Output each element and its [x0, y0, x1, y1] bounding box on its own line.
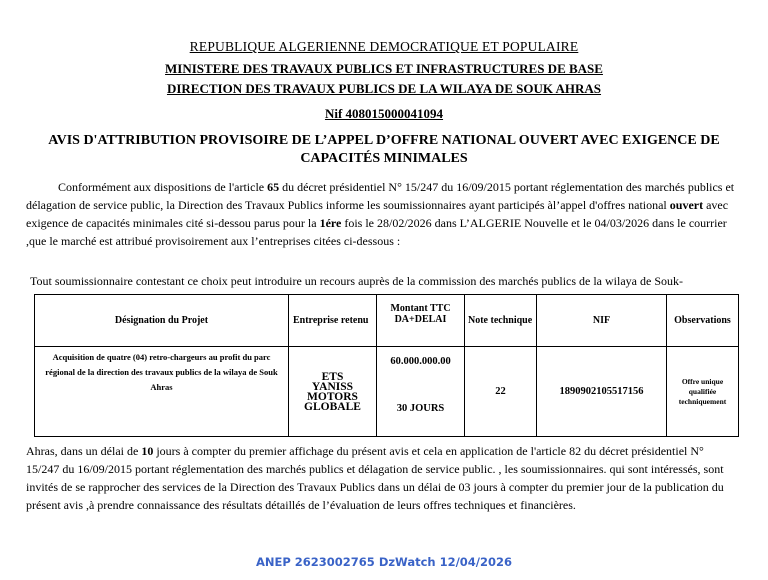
cell-note: 22 — [465, 347, 537, 437]
appeal-paragraph: Tout soumissionnaire contestant ce choix peut introduire un recours auprès de la commission des marchés publics de la wilaya de Souk- — [30, 274, 683, 288]
ministry-header: MINISTERE DES TRAVAUX PUBLICS ET INFRASTRUCTURES DE BASE — [165, 61, 603, 76]
intro-paragraph: Conformément aux dispositions de l'article 65 du décret présidentiel N° 15/247 du 16/09/2015 portant réglementation des marchés publics et délagation de service public, la Direction des Travaux Publics informe les soumissionnaires ayant participés àl’appel d'offres national ouvert avec exigence de capacités minimales cité si-dessou parus pour la 1ére fois le 28/02/2026 dans L’ALGERIE Nouvelle et le 04/03/2026 dans le courrier ,que le marché est attribué provisoirement aux l’entreprises citées ci-dessous : — [26, 180, 735, 248]
cell-observations: Offre unique qualifiée techniquement — [667, 347, 739, 437]
cell-nif: 1890902105517156 — [537, 347, 667, 437]
award-table — [34, 294, 739, 437]
table-header-row — [35, 295, 739, 347]
header-montant: Montant TTC DA+DELAI — [377, 295, 465, 347]
cell-designation: Acquisition de quatre (04) retro-chargeurs au profit du parc régional de la direction des travaux publics de la wilaya de Souk Ahras — [35, 347, 289, 437]
montant-value: 60.000.000.00 — [390, 356, 451, 367]
header-designation: Désignation du Projet — [35, 295, 289, 347]
header-nif: NIF — [537, 295, 667, 347]
nif-header: Nif 408015000041094 — [324, 106, 444, 121]
table-row — [35, 347, 739, 437]
direction-header: DIRECTION DES TRAVAUX PUBLICS DE LA WILAYA DE SOUK AHRAS — [166, 81, 602, 96]
header-entreprise: Entreprise retenu — [289, 295, 377, 347]
deadline-paragraph: Ahras, dans un délai de 10 jours à compter du premier affichage du présent avis et cela en application de l'article 82 du décret présidentiel N° 15/247 du 16/09/2015 portant réglementation des marchés publics et délagation de service public. , les soumissionnaires. qui sont intéressés, sont invités de se rapprocher des services de la Direction des Travaux Publics dans un délai de 03 jours à compter du premier jour de la publication du présent avis ,à prendre connaissance des résultats détaillés de l’évaluation de leurs offres techniques et financières. — [26, 444, 724, 512]
cell-montant — [377, 347, 465, 437]
notice-title: AVIS D'ATTRIBUTION PROVISOIRE DE L’APPEL D’OFFRE NATIONAL OUVERT AVEC EXIGENCE DE CAPACITÉS MINIMALES — [48, 133, 720, 166]
header-observations: Observations — [667, 295, 739, 347]
header-note: Note technique — [465, 295, 537, 347]
delai-value: 30 JOURS — [396, 403, 445, 414]
publication-reference: ANEP 2623002765 DzWatch 12/04/2026 — [255, 555, 513, 569]
republic-header: REPUBLIQUE ALGERIENNE DEMOCRATIQUE ET POPULAIRE — [189, 39, 579, 54]
cell-entreprise: ETS YANISS MOTORS GLOBALE — [289, 347, 377, 437]
